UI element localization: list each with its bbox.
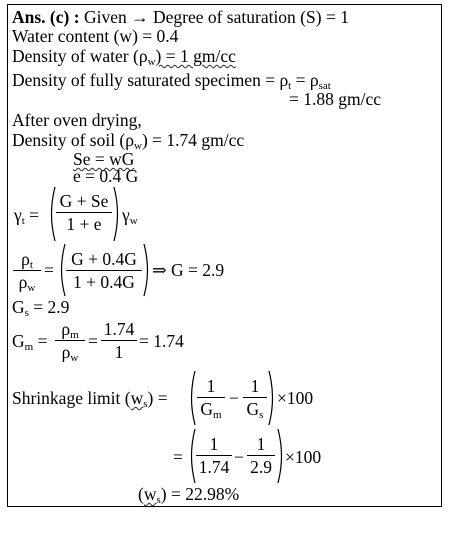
gm-density-fraction [55,319,85,362]
shrinkage-minus: − [229,388,239,408]
answer-header [12,7,349,27]
shrinkage-f1-g: G [200,399,214,419]
gm-num2: 1.74 [103,319,135,339]
shrinkage-w: w [130,388,144,408]
ratio-right-paren [142,243,152,297]
gs-line [12,297,69,317]
gm-value-fraction [101,319,137,362]
ratio-left-den [13,272,41,292]
ratio-result: ⇒ G = 2.9 [152,260,225,280]
rho-w2: ρ [61,342,71,362]
gm-sub: m [24,341,34,353]
e-equation: e = 0.4 G [73,166,139,186]
fully-saturated-line [12,70,331,90]
gm-eq2: = [88,331,98,351]
density-water-line [12,46,236,66]
gs-symbol: G [12,297,25,317]
ratio-fraction-bar [66,270,142,271]
ratio-numerator: G + 0.4G [71,249,137,269]
gm-eq1: = [37,331,48,351]
density-water-sub: w [147,56,156,68]
shrinkage2-eq: = [173,447,183,467]
shrinkage-f2-den [243,399,267,419]
gm-den1 [55,342,85,362]
shrinkage2-f2-den: 2.9 [250,457,272,477]
gm-symbol: G [12,331,25,351]
gamma-lhs [14,205,39,225]
final-ws [144,484,161,504]
fully-saturated-text: Density of fully saturated specimen = ρ [12,70,289,90]
gamma-numerator: G + Se [59,191,109,211]
shrinkage-left-paren [187,370,197,426]
ratio-left-fraction [13,249,41,292]
density-water-text: Density of water (ρ [12,46,148,66]
shrinkage-label [12,388,168,408]
shrinkage-f1-sub: m [213,409,222,421]
gm-den2: 1 [114,342,124,362]
final-w: w [143,484,157,504]
shrinkage-f2-g: G [246,399,260,419]
final-result [138,484,239,504]
shrinkage2-minus: − [234,447,244,467]
water-content-line: Water content (w) = 0.4 [12,26,179,46]
fully-saturated-sub-sat: sat [318,80,331,92]
gm-num1 [55,319,85,339]
given-text: Given → Degree of saturation (S) = 1 [83,7,349,27]
ratio-denominator: 1 + 0.4G [73,272,135,292]
density-soil-value: ) = 1.74 gm/cc [141,130,245,150]
gamma-fraction-bar [56,212,112,213]
gamma-w-symbol: γ [122,205,130,225]
shrinkage-eq: ) = [147,388,168,408]
gamma-fraction [56,191,112,234]
rho-w-sub: w [27,282,36,294]
shrinkage2-f2-num: 1 [256,434,266,454]
shrinkage2-f1-bar [196,455,232,456]
fully-saturated-eq: = ρ [291,70,319,90]
gamma-sub-w: w [129,215,138,227]
shrinkage-f2-bar [243,397,267,398]
shrinkage-f2-num: 1 [250,376,260,396]
shrinkage-f1-bar [197,397,225,398]
final-sub: s [156,494,161,506]
shrinkage-times: ×100 [277,388,314,408]
gamma-right-paren [112,186,122,242]
gm-result: = 1.74 [139,331,184,351]
rho-t: ρ [21,249,30,269]
shrinkage-ws [131,388,148,408]
gamma-denominator: 1 + e [66,214,102,234]
shrinkage2-frac2 [247,434,275,477]
shrinkage2-frac1 [196,434,232,477]
fully-saturated-sub-t: t [288,80,292,92]
shrinkage2-f2-bar [247,455,275,456]
rho-m-sub: m [70,329,79,341]
answer-label: Ans. (c) : [12,7,80,27]
gs-value: = 2.9 [28,297,70,317]
rho-t-sub: t [29,259,33,271]
ratio-fraction [66,249,142,292]
density-water-value: ) = 1 gm/cc [155,46,236,66]
shrinkage-frac1 [197,376,225,419]
density-soil-text: Density of soil (ρ [12,130,134,150]
shrinkage-text: Shrinkage limit ( [12,388,131,408]
density-soil-sub: w [134,140,142,152]
shrinkage-sub: s [143,398,148,410]
gamma-eq: = [29,205,40,225]
gamma-sub-t: t [21,215,25,227]
shrinkage-frac2 [243,376,267,419]
shrinkage-right-paren [267,370,277,426]
gamma-symbol: γ [14,205,22,225]
after-oven-line: After oven drying, [12,110,142,130]
se-equation-text: Se = wG [73,149,135,169]
rho-w2-sub: w [70,352,79,364]
shrinkage-f1-num: 1 [206,376,216,396]
gamma-rhs [122,205,138,225]
shrinkage2-times: ×100 [285,447,322,467]
gs-sub: s [24,307,29,319]
ratio-left-num [13,249,41,269]
ratio-eq: = [44,260,54,280]
rho-m: ρ [61,319,71,339]
shrinkage-f1-den [197,399,225,419]
final-value: ) = 22.98% [160,484,240,504]
shrinkage-f2-sub: s [259,409,264,421]
density-soil-line [12,130,244,150]
gm-bar2 [101,340,137,341]
final-open: ( [138,484,144,504]
gm-lhs [12,331,47,351]
fully-saturated-value: = 1.88 gm/cc [289,89,382,109]
shrinkage2-f1-den: 1.74 [198,457,230,477]
shrinkage2-f1-num: 1 [209,434,219,454]
ratio-left-bar [13,270,41,271]
rho-w: ρ [18,272,28,292]
